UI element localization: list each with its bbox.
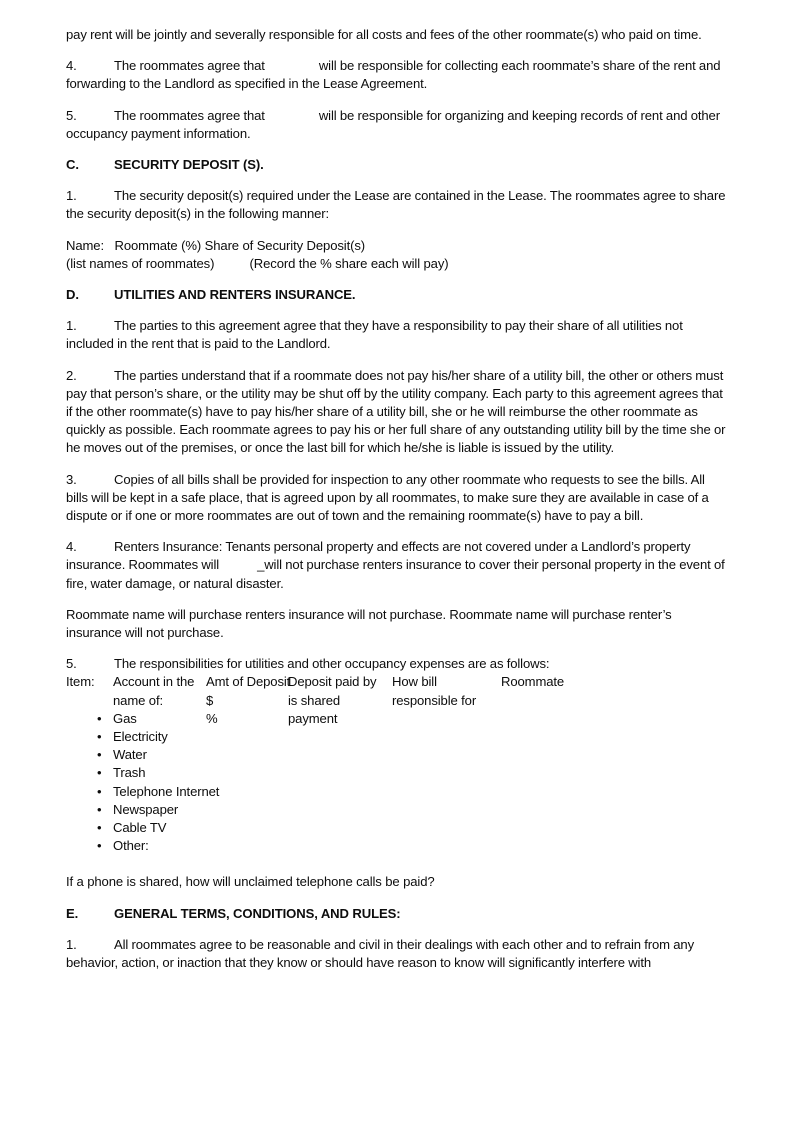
continued-paragraph: pay rent will be jointly and severally responsible for all costs and fees of the other roommate(s) who paid on time. — [66, 27, 702, 42]
renters-insurance-paragraph: Roommate name will purchase renters insurance will not purchase. Roommate name will purchase renter’s insurance will not purchase. — [66, 606, 672, 641]
utilities-row-trash — [66, 764, 728, 782]
utilities-row-electricity — [66, 728, 728, 746]
item-text: The security deposit(s) required under the Lease are contained in the Lease. The roommates agree to share the security deposit(s) in the following manner: — [66, 188, 726, 222]
utilities-header-row-1 — [66, 673, 728, 691]
utilities-header-row-2 — [66, 692, 728, 710]
numbered-paragraph-b4 — [66, 57, 728, 93]
item-text: The responsibilities for utilities and other occupancy expenses are as follows: — [114, 656, 550, 672]
item-number: 3. — [66, 471, 77, 487]
item-number: 2. — [66, 367, 77, 383]
col-header-how-bill: How bill — [392, 674, 437, 690]
document-body — [66, 26, 728, 985]
security-deposit-name-block — [66, 237, 728, 273]
item-number: 1. — [66, 188, 77, 204]
col-header-item: Item: — [66, 674, 95, 690]
utility-item-label: Cable TV — [113, 819, 167, 835]
section-letter: D. — [66, 287, 79, 303]
utility-item-label: Trash — [113, 765, 146, 781]
utility-item-label: Electricity — [113, 729, 168, 745]
col-header-deposit-paid-by-line3: payment — [288, 710, 338, 726]
item-text-part-2: _will not purchase renters insurance to cover their personal property in the event of fire, water damage, or natural disaster. — [66, 557, 725, 591]
item-text-before-blank: The roommates agree that — [114, 58, 265, 74]
utility-item-label: Newspaper — [113, 801, 179, 817]
numbered-paragraph-d2 — [66, 367, 728, 458]
item-text-before-blank: The roommates agree that — [114, 107, 265, 123]
numbered-paragraph-d1 — [66, 317, 728, 353]
section-title: SECURITY DEPOSIT (S). — [114, 157, 264, 173]
bullet-icon: • — [97, 838, 102, 854]
utilities-table — [66, 673, 728, 855]
section-heading-c — [66, 156, 728, 174]
bullet-icon: • — [97, 801, 102, 817]
utilities-row-cable-tv — [66, 819, 728, 837]
section-letter: E. — [66, 905, 79, 921]
numbered-paragraph-c1 — [66, 187, 728, 223]
col-header-how-bill-line2: responsible for — [392, 692, 477, 708]
numbered-paragraph-d5 — [66, 655, 728, 673]
col-header-roommate: Roommate — [501, 674, 565, 690]
item-number: 4. — [66, 58, 77, 74]
col-header-amount-line3: % — [206, 710, 218, 726]
item-text-after-blank: will be responsible for organizing and keeping records of rent and other occupancy payment information. — [66, 107, 720, 141]
numbered-paragraph-d4 — [66, 538, 728, 593]
item-text-part-1: Renters Insurance: Tenants personal property and effects are not covered under a Landlord’s property insurance. Roommates will — [66, 539, 691, 573]
phone-question: If a phone is shared, how will unclaimed telephone calls be paid? — [66, 874, 435, 890]
utilities-row-gas — [66, 710, 728, 728]
item-number: 4. — [66, 539, 77, 555]
col-header-amount: Amt of Deposit — [206, 674, 291, 690]
col-header-account-line2: name of: — [113, 692, 163, 708]
bullet-icon: • — [97, 783, 102, 799]
item-text: Copies of all bills shall be provided for inspection to any other roommate who requests to see the bills. All bills will be kept in a safe place, that is agreed upon by all roommates, to make sure they are available in case of a dispute or if one or more roommates are out of town and the remaining roommate(s) have to pay a bill. — [66, 471, 709, 524]
item-text: The parties to this agreement agree that they have a responsibility to pay their share of all utilities not included in the rent that is paid to the Landlord. — [66, 318, 683, 352]
item-text-after-blank: will be responsible for collecting each roommate’s share of the rent and forwarding to the Landlord as specified in the Lease Agreement. — [66, 58, 721, 92]
name-line-1: Name: Roommate (%) Share of Security Deposit(s) — [66, 237, 366, 253]
numbered-paragraph-e1 — [66, 936, 728, 972]
utilities-row-telephone-internet — [66, 783, 728, 801]
bullet-icon: • — [97, 747, 102, 763]
item-number: 5. — [66, 656, 77, 672]
utilities-row-newspaper — [66, 801, 728, 819]
section-letter: C. — [66, 157, 79, 173]
col-header-deposit-paid-by: Deposit paid by — [288, 674, 377, 690]
utilities-row-other — [66, 837, 728, 855]
bullet-icon: • — [97, 819, 102, 835]
col-header-deposit-paid-by-line2: is shared — [288, 692, 341, 708]
section-title: UTILITIES AND RENTERS INSURANCE. — [114, 287, 356, 303]
utility-item-label: Water — [113, 747, 147, 763]
item-text: All roommates agree to be reasonable and civil in their dealings with each other and to refrain from any behavior, action, or inaction that they know or should have reason to know will significantly interfere with — [66, 936, 695, 970]
utility-item-label: Gas — [113, 710, 137, 726]
utility-item-label: Telephone Internet — [113, 783, 220, 799]
section-heading-d — [66, 286, 728, 304]
bullet-icon: • — [97, 729, 102, 745]
item-number: 5. — [66, 107, 77, 123]
item-text: The parties understand that if a roommate does not pay his/her share of a utility bill, the other or others must pay that person’s share, or the utility may be shut off by the utility company. Each party to this agreement agrees that if the other roommate(s) have to pay his/her share of a utility bill, she or he will reimburse the other roommate as quickly as possible. Each roommate agrees to pay his or her full share of any outstanding utility bill by the time she or he moves out of the premises, or once the last bill for which he/she is liable is issued by the utility. — [66, 367, 726, 456]
utility-item-label: Other: — [113, 838, 149, 854]
numbered-paragraph-d3 — [66, 471, 728, 526]
col-header-account: Account in the — [113, 674, 195, 690]
col-header-amount-line2: $ — [206, 692, 214, 708]
name-line-2: (list names of roommates) (Record the % share each will pay) — [66, 255, 449, 271]
section-title: GENERAL TERMS, CONDITIONS, AND RULES: — [114, 905, 401, 921]
utilities-row-water — [66, 746, 728, 764]
bullet-icon: • — [97, 710, 102, 726]
bullet-icon: • — [97, 765, 102, 781]
item-number: 1. — [66, 936, 77, 952]
section-heading-e — [66, 905, 728, 923]
item-number: 1. — [66, 318, 77, 334]
numbered-paragraph-b5 — [66, 107, 728, 143]
